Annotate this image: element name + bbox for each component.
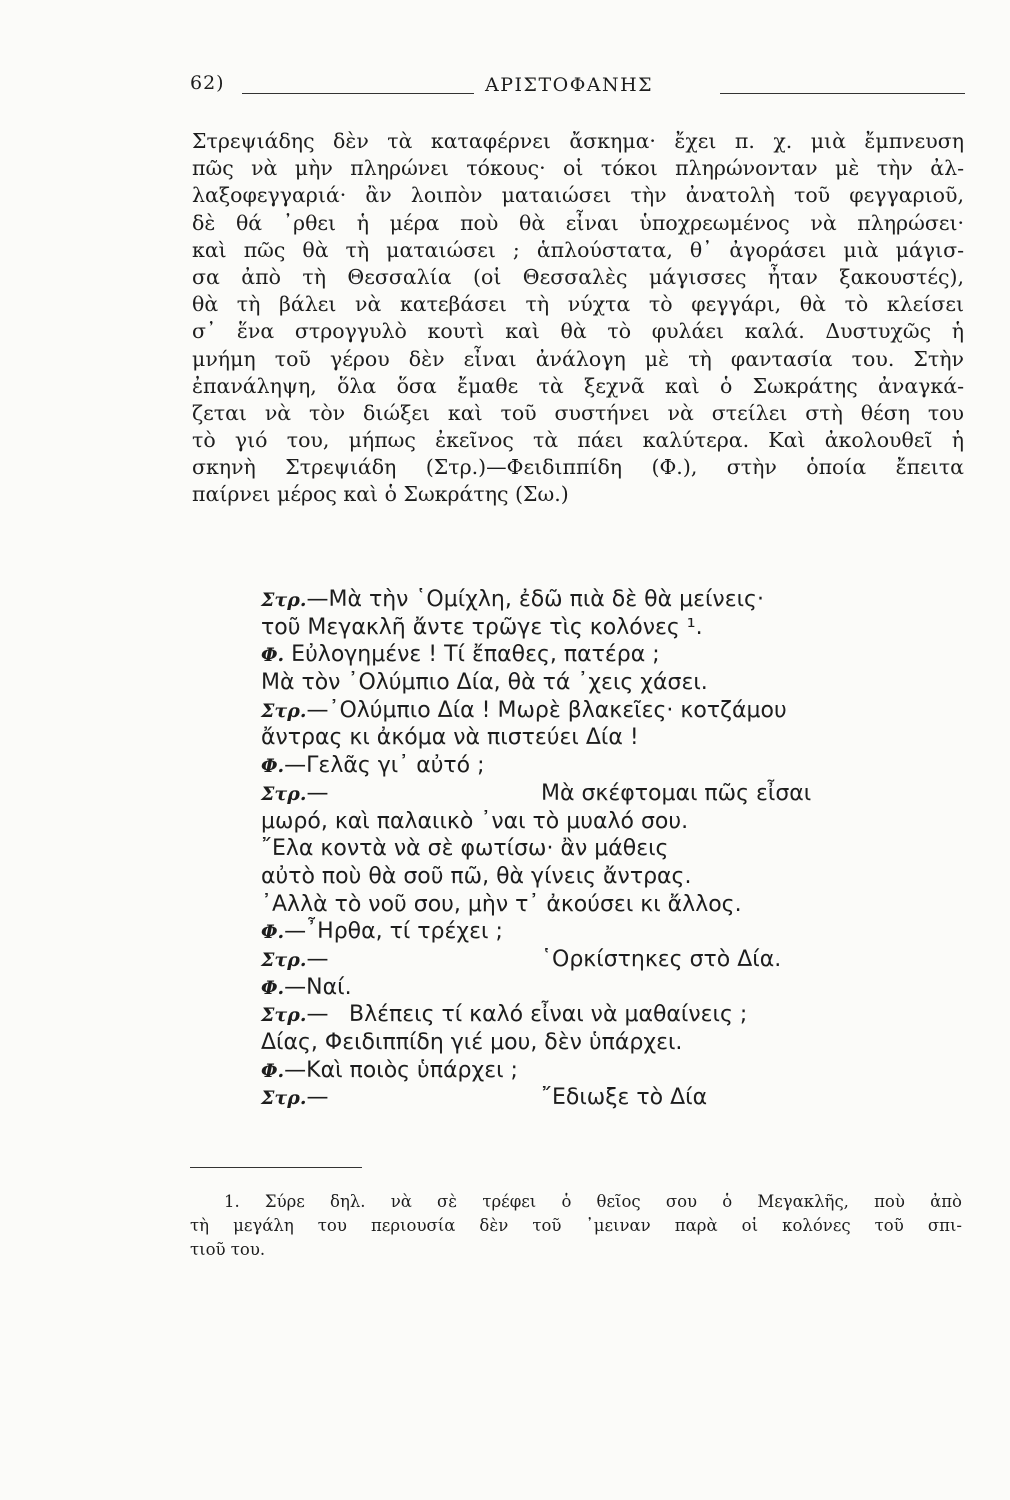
dialogue-line <box>261 641 921 669</box>
dialogue-line <box>261 669 921 697</box>
dialogue-line <box>261 863 921 891</box>
dialogue-text: —Καὶ ποιὸς ὑπάρχει ; <box>284 1057 518 1083</box>
dialogue-text: —Μὰ τὴν ῾Ομίχλη, ἐδῶ πιὰ δὲ θὰ μείνεις· <box>306 587 764 612</box>
prose-line: θὰ τὴ βάλει νὰ κατεβάσει τὴ νύχτα τὸ φεγγάρι, θὰ τὸ κλείσει <box>192 292 964 317</box>
dialogue-text: —῏Ηρθα, τί τρέχει ; <box>284 919 503 945</box>
dialogue-line <box>261 724 921 752</box>
prose-line: δὲ θά ᾽ρθει ἡ μέρα ποὺ θὰ εἶναι ὑποχρεωμένος νὰ πληρώσει· <box>192 210 964 235</box>
dialogue-text: ῎Ελα κοντὰ νὰ σὲ φωτίσω· ἂν μάθεις <box>261 836 669 862</box>
prose-paragraph <box>192 128 964 509</box>
dialogue-line <box>261 752 921 780</box>
dialogue-text: τοῦ Μεγακλῆ ἄντε τρῶγε τὶς κολόνες ¹. <box>261 614 703 640</box>
speaker-label: Φ. <box>261 976 285 999</box>
footnote-line: 1. Σύρε δηλ. νὰ σὲ τρέφει ὁ θεῖος σου ὁ Μεγακλῆς, ποὺ ἀπὸ <box>224 1192 962 1211</box>
dialogue-line <box>261 697 921 725</box>
prose-line: λαξοφεγγαριά· ἂν λοιπὸν ματαιώσει τὴν ἀνατολὴ τοῦ φεγγαριοῦ, <box>192 183 964 208</box>
running-title: ΑΡΙΣΤΟΦΑΝΗΣ <box>485 74 654 96</box>
prose-line: παίρνει μέρος καὶ ὁ Σωκράτης (Σω.) <box>192 482 569 507</box>
dialogue-line <box>261 891 921 919</box>
dialogue-line <box>261 974 921 1002</box>
dialogue-reply: Μὰ σκέφτομαι πῶς εἶσαι <box>541 780 812 806</box>
prose-line: ζεται νὰ τὸν διώξει καὶ τοῦ συστήνει νὰ στείλει στὴ θέση του <box>192 400 964 425</box>
footnote-line: τιοῦ του. <box>190 1240 266 1259</box>
dialogue-text: Εὐλογημένε ! Τί ἔπαθες, πατέρα ; <box>284 642 660 668</box>
dialogue-reply: ῎Εδιωξε τὸ Δία <box>541 1085 708 1111</box>
prose-line: ἐπανάληψη, ὅλα ὅσα ἔμαθε τὰ ξεχνᾶ καὶ ὁ Σωκράτης ἀναγκά- <box>192 373 964 398</box>
dialogue-text: ᾽Αλλὰ τὸ νοῦ σου, μὴν τ᾽ ἀκούσει κι ἄλλος. <box>261 891 742 917</box>
speaker-label: Φ. <box>261 921 285 944</box>
dialogue-text: μωρό, καὶ παλαιικὸ ᾽ναι τὸ μυαλό σου. <box>261 808 689 834</box>
footnote <box>190 1190 962 1262</box>
dialogue-text: — <box>306 1085 329 1111</box>
dialogue-text: — <box>306 780 329 806</box>
prose-line: καὶ πῶς θὰ τὴ ματαιώσει ; ἁπλούστατα, θ᾽ ἀγοράσει μιὰ μάγισ- <box>192 237 964 262</box>
dialogue-line <box>261 946 921 974</box>
dialogue-block <box>261 586 921 1112</box>
speaker-label: Φ. <box>261 755 285 778</box>
dialogue-line <box>261 835 921 863</box>
dialogue-text: αὐτὸ ποὺ θὰ σοῦ πῶ, θὰ γίνεις ἄντρας. <box>261 863 692 889</box>
dialogue-line <box>261 1001 921 1029</box>
dialogue-text: Δίας, Φειδιππίδη γιέ μου, δὲν ὑπάρχει. <box>261 1030 683 1055</box>
prose-line: σα ἀπὸ τὴ Θεσσαλία (οἱ Θεσσαλὲς μάγισσες ἦταν ξακουστές), <box>192 264 964 289</box>
header-rule-left <box>242 93 474 94</box>
page-number: 62) <box>190 72 225 94</box>
page-header <box>190 72 965 102</box>
dialogue-reply: ῾Ορκίστηκες στὸ Δία. <box>541 946 782 972</box>
dialogue-text: —᾽Ολύμπιο Δία ! Μωρὲ βλακεῖες· κοτζάμου <box>306 697 787 723</box>
footnote-line: τὴ μεγάλη του περιουσία δὲν τοῦ ᾽μειναν παρὰ οἱ κολόνες τοῦ σπι- <box>190 1216 962 1235</box>
dialogue-text: —Γελᾶς γι᾽ αὐτό ; <box>284 753 485 779</box>
dialogue-line <box>261 780 921 808</box>
speaker-label: Φ. <box>261 1059 285 1082</box>
prose-line: σ᾽ ἕνα στρογγυλὸ κουτὶ καὶ θὰ τὸ φυλάει καλά. Δυστυχῶς ἡ <box>192 319 964 344</box>
prose-line: μνήμη τοῦ γέρου δὲν εἶναι ἀνάλογη μὲ τὴ φαντασία του. Στὴν <box>192 346 964 371</box>
speaker-label: Στρ. <box>261 1087 307 1110</box>
dialogue-line <box>261 918 921 946</box>
dialogue-text: Μὰ τὸν ᾽Ολύμπιο Δία, θὰ τά ᾽χεις χάσει. <box>261 670 708 696</box>
prose-line: σκηνὴ Στρεψιάδη (Στρ.)—Φειδιππίδη (Φ.), στὴν ὁποία ἔπειτα <box>192 455 964 480</box>
dialogue-line <box>261 1057 921 1085</box>
dialogue-line <box>261 614 921 642</box>
prose-line: πῶς νὰ μὴν πληρώνει τόκους· οἱ τόκοι πληρώνονταν μὲ τὴν ἀλ- <box>192 156 964 181</box>
footnote-rule <box>190 1167 362 1168</box>
speaker-label: Στρ. <box>261 699 307 722</box>
speaker-label: Στρ. <box>261 589 307 611</box>
dialogue-line <box>261 1029 921 1057</box>
dialogue-text: ἄντρας κι ἀκόμα νὰ πιστεύει Δία ! <box>261 725 639 751</box>
dialogue-text: — <box>306 946 329 972</box>
speaker-label: Στρ. <box>261 1004 307 1027</box>
dialogue-text: — <box>306 1002 329 1028</box>
speaker-label: Στρ. <box>261 948 307 971</box>
dialogue-line <box>261 1084 921 1112</box>
prose-line: τὸ γιό του, μήπως ἐκεῖνος τὰ πάει καλύτερα. Καὶ ἀκολουθεῖ ἡ <box>192 428 964 453</box>
speaker-label: Στρ. <box>261 782 307 805</box>
dialogue-text: —Ναί. <box>284 974 352 1000</box>
speaker-label: Φ. <box>261 644 285 667</box>
dialogue-line <box>261 586 921 614</box>
dialogue-line <box>261 808 921 836</box>
header-rule-right <box>720 93 965 94</box>
prose-line: Στρεψιάδης δὲν τὰ καταφέρνει ἄσκημα· ἔχει π. χ. μιὰ ἔμπνευση <box>192 129 964 153</box>
dialogue-reply: Βλέπεις τί καλό εἶναι νὰ μαθαίνεις ; <box>349 1002 748 1028</box>
